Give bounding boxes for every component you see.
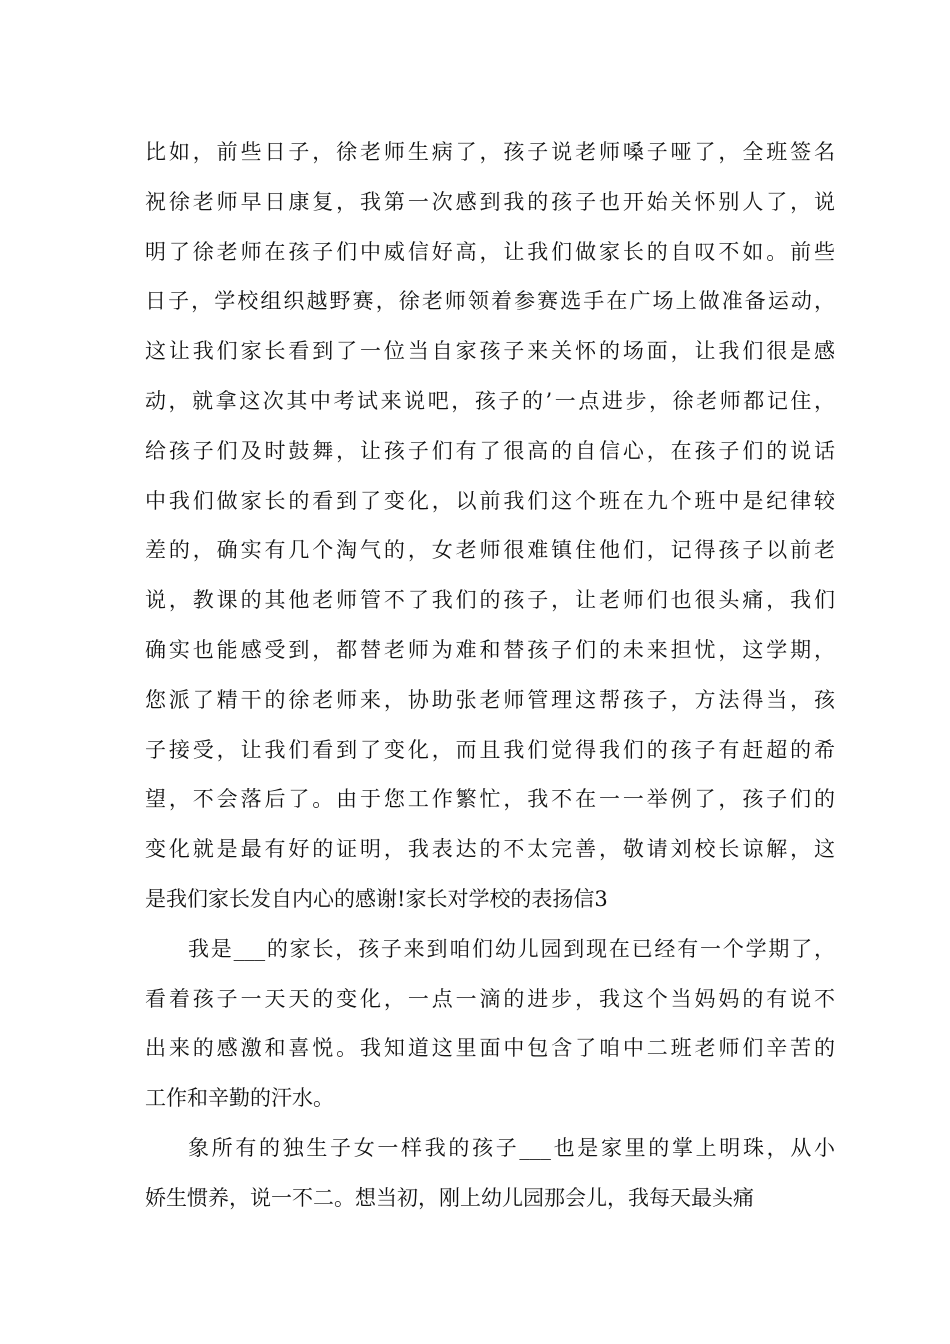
text-line: 日子，学校组织越野赛，徐老师领着参赛选手在广场上做准备运动， — [145, 289, 835, 314]
text-line: 这让我们家长看到了一位当自家孩子来关怀的场面，让我们很是感 — [145, 339, 835, 364]
text-line: 子接受，让我们看到了变化，而且我们觉得我们的孩子有赶超的希 — [145, 737, 835, 762]
text-line: 比如，前些日子，徐老师生病了，孩子说老师嗓子哑了，全班签名 — [145, 140, 835, 164]
paragraph — [145, 128, 835, 925]
document-body — [145, 128, 835, 1224]
text-line: 我是___的家长，孩子来到咱们幼儿园到现在已经有一个学期了， — [188, 936, 835, 961]
text-line: 是我们家长发自内心的感谢!家长对学校的表扬信3 — [145, 886, 608, 911]
text-line: 明了徐老师在孩子们中威信好高，让我们做家长的自叹不如。前些 — [145, 239, 835, 264]
text-line: 给孩子们及时鼓舞，让孩子们有了很高的自信心，在孩子们的说话 — [145, 438, 835, 463]
text-line: 看着孩子一天天的变化，一点一滴的进步，我这个当妈妈的有说不 — [145, 986, 835, 1011]
text-line: 确实也能感受到，都替老师为难和替孩子们的未来担忧，这学期， — [145, 637, 835, 662]
text-line: 望，不会落后了。由于您工作繁忙，我不在一一举例了，孩子们的 — [145, 787, 835, 812]
text-line: 娇生惯养，说一不二。想当初，刚上幼儿园那会儿，我每天最头痛 — [145, 1185, 754, 1210]
text-line: 工作和辛勤的汗水。 — [145, 1086, 334, 1111]
text-line: 象所有的独生子女一样我的孩子___也是家里的掌上明珠，从小 — [188, 1135, 835, 1160]
text-line: 说，教课的其他老师管不了我们的孩子，让老师们也很头痛，我们 — [145, 588, 835, 613]
paragraph — [145, 925, 835, 1124]
text-line: 祝徐老师早日康复，我第一次感到我的孩子也开始关怀别人了，说 — [145, 189, 835, 214]
paragraph — [145, 1124, 835, 1224]
text-line: 您派了精干的徐老师来，协助张老师管理这帮孩子，方法得当，孩 — [145, 687, 835, 712]
text-line: 动，就拿这次其中考试来说吧，孩子的’一点进步，徐老师都记住， — [145, 388, 835, 413]
text-line: 差的，确实有几个淘气的，女老师很难镇住他们，记得孩子以前老 — [145, 538, 835, 563]
text-line: 出来的感激和喜悦。我知道这里面中包含了咱中二班老师们辛苦的 — [145, 1036, 835, 1061]
text-line: 变化就是最有好的证明，我表达的不太完善，敬请刘校长谅解，这 — [145, 837, 835, 862]
text-line: 中我们做家长的看到了变化，以前我们这个班在九个班中是纪律较 — [145, 488, 835, 513]
